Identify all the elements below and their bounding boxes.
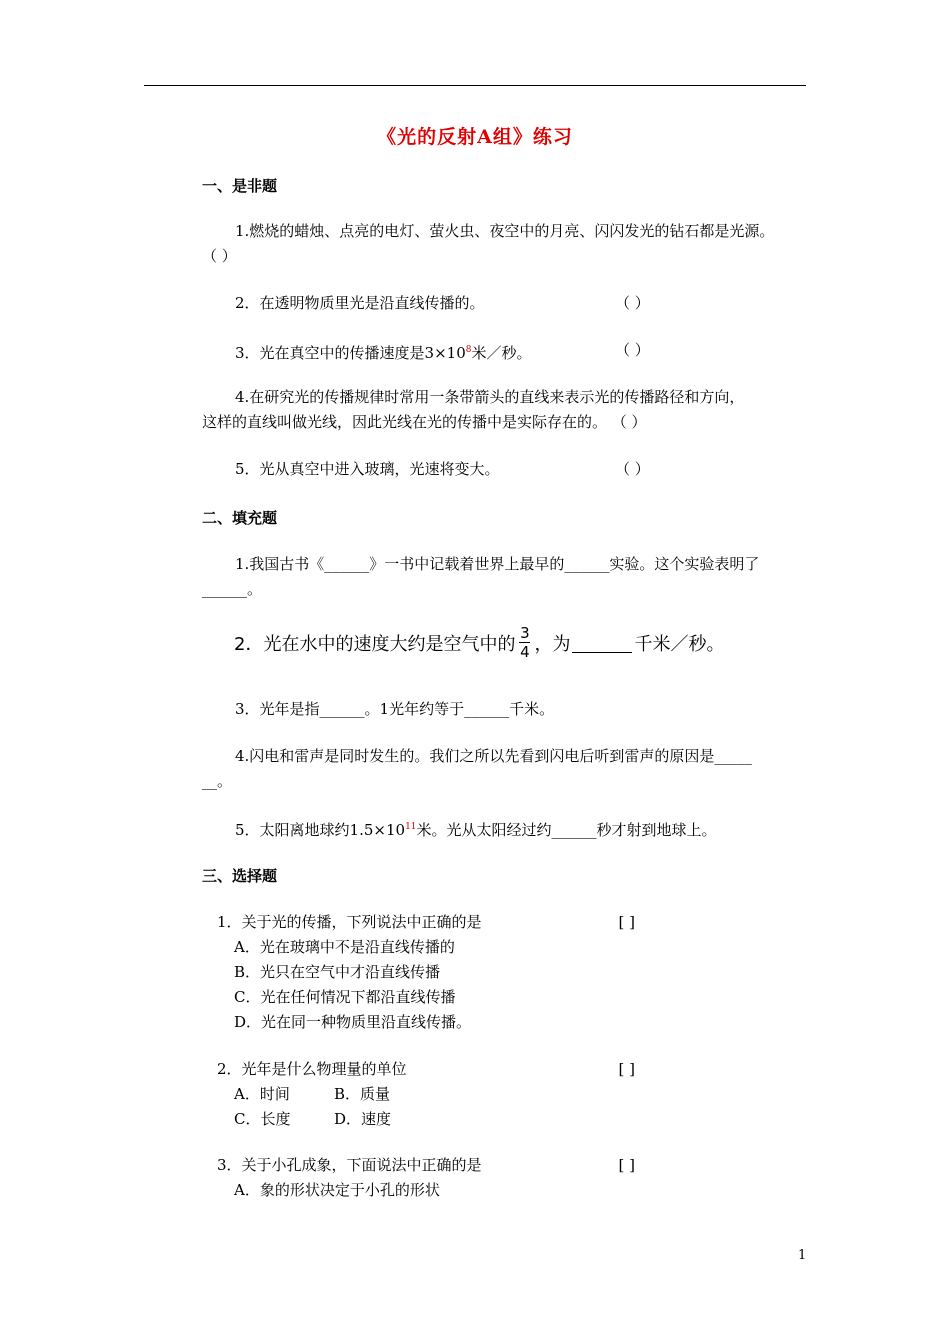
tf-q3-post: 米／秒。 bbox=[471, 344, 532, 362]
mc-q1-option-a: A．光在玻璃中不是沿直线传播的 bbox=[234, 938, 455, 956]
fill-q5-post: 米。光从太阳经过约______秒才射到地球上。 bbox=[416, 821, 717, 839]
mc-q2-option-d: D．速度 bbox=[334, 1110, 392, 1128]
fill-q2-blank bbox=[572, 632, 632, 653]
mc-q2-stem: 2．光年是什么物理量的单位 bbox=[217, 1060, 407, 1078]
page-title: 《光的反射A组》练习 bbox=[377, 126, 573, 148]
fill-question-3: 3．光年是指______。1光年约等于______千米。 bbox=[235, 700, 555, 718]
fill-q5-exponent: 11 bbox=[405, 822, 417, 832]
tf-q3-pre: 3．光在真空中的传播速度是3×10 bbox=[235, 344, 466, 362]
fill-q4-line2: __。 bbox=[202, 772, 233, 790]
fill-question-4 bbox=[202, 744, 810, 769]
mc-q1-stem: 1．关于光的传播，下列说法中正确的是 bbox=[217, 913, 482, 931]
mc-q2-option-b: B．质量 bbox=[334, 1085, 391, 1103]
fill-q1-line1: 1.我国古书《______》一书中记载着世界上最早的______实验。这个实验表明了 bbox=[235, 555, 760, 573]
fraction-denominator: 4 bbox=[520, 643, 530, 661]
tf-question-3 bbox=[202, 338, 810, 366]
tf-q1-line1: 1.燃烧的蜡烛、点亮的电灯、萤火虫、夜空中的月亮、闪闪发光的钻石都是光源。 bbox=[235, 222, 775, 240]
mc-q1-option-d: D．光在同一种物质里沿直线传播。 bbox=[234, 1013, 472, 1031]
fill-q2-pre: 2．光在水中的速度大约是空气中的 bbox=[234, 633, 516, 655]
page-number: 1 bbox=[798, 1248, 807, 1263]
fill-q5-pre: 5．太阳离地球约1.5×10 bbox=[235, 821, 406, 839]
mc-q3-stem: 3．关于小孔成象，下面说法中正确的是 bbox=[217, 1156, 482, 1174]
mc-q3-bracket: [ ] bbox=[618, 1156, 635, 1174]
fill-q2-mid: ，为 bbox=[534, 633, 571, 655]
tf-q3-text bbox=[235, 338, 615, 366]
fraction-three-quarters bbox=[519, 624, 530, 661]
fill-q1-line2: ______。 bbox=[202, 580, 263, 598]
mc-q2-option-a: A．时间 bbox=[234, 1085, 290, 1103]
tf-question-5 bbox=[202, 457, 810, 482]
tf-q4-line2: 这样的直线叫做光线，因此光线在光的传播中是实际存在的。 （ ） bbox=[202, 413, 647, 431]
header-rule bbox=[144, 85, 806, 86]
section-heading-true-false: 一、是非题 bbox=[202, 177, 278, 195]
mc-q1-option-c: C．光在任何情况下都沿直线传播 bbox=[234, 988, 456, 1006]
mc-question-3 bbox=[217, 1153, 657, 1203]
mc-q2-option-c: C．长度 bbox=[234, 1110, 291, 1128]
mc-q3-option-a: A．象的形状决定于小孔的形状 bbox=[234, 1181, 440, 1199]
mc-question-2 bbox=[217, 1057, 657, 1132]
tf-q3-exponent: 8 bbox=[465, 345, 472, 355]
tf-q5-paren: （ ） bbox=[615, 460, 650, 478]
fill-q2-post: 千米／秒。 bbox=[634, 633, 725, 655]
mc-q1-option-b: B．光只在空气中才沿直线传播 bbox=[234, 963, 441, 981]
section-heading-multiple-choice: 三、选择题 bbox=[202, 867, 278, 885]
mc-question-1 bbox=[217, 910, 657, 1035]
mc-q2-options-row1 bbox=[217, 1082, 657, 1107]
tf-q4-line1: 4.在研究光的传播规律时常用一条带箭头的直线来表示光的传播路径和方向， bbox=[235, 388, 745, 406]
mc-q2-options-row2 bbox=[217, 1107, 657, 1132]
tf-question-4 bbox=[202, 385, 810, 410]
section-heading-fill-in: 二、填充题 bbox=[202, 509, 278, 527]
fill-question-2 bbox=[234, 624, 724, 661]
fill-question-5 bbox=[202, 815, 810, 843]
tf-q2-text: 2．在透明物质里光是沿直线传播的。 bbox=[235, 294, 485, 312]
mc-q1-bracket: [ ] bbox=[618, 913, 635, 931]
tf-q3-paren: （ ） bbox=[615, 341, 650, 359]
fill-q4-line1: 4.闪电和雷声是同时发生的。我们之所以先看到闪电后听到雷声的原因是_____ bbox=[235, 747, 752, 765]
fill-question-1 bbox=[202, 552, 810, 577]
tf-question-2 bbox=[202, 291, 810, 316]
fraction-numerator: 3 bbox=[520, 624, 530, 642]
mc-q2-bracket: [ ] bbox=[618, 1060, 635, 1078]
tf-q5-text: 5．光从真空中进入玻璃，光速将变大。 bbox=[235, 460, 500, 478]
tf-q2-paren: （ ） bbox=[615, 294, 650, 312]
tf-q1-line2: （ ） bbox=[202, 247, 237, 265]
tf-question-1 bbox=[202, 219, 810, 244]
